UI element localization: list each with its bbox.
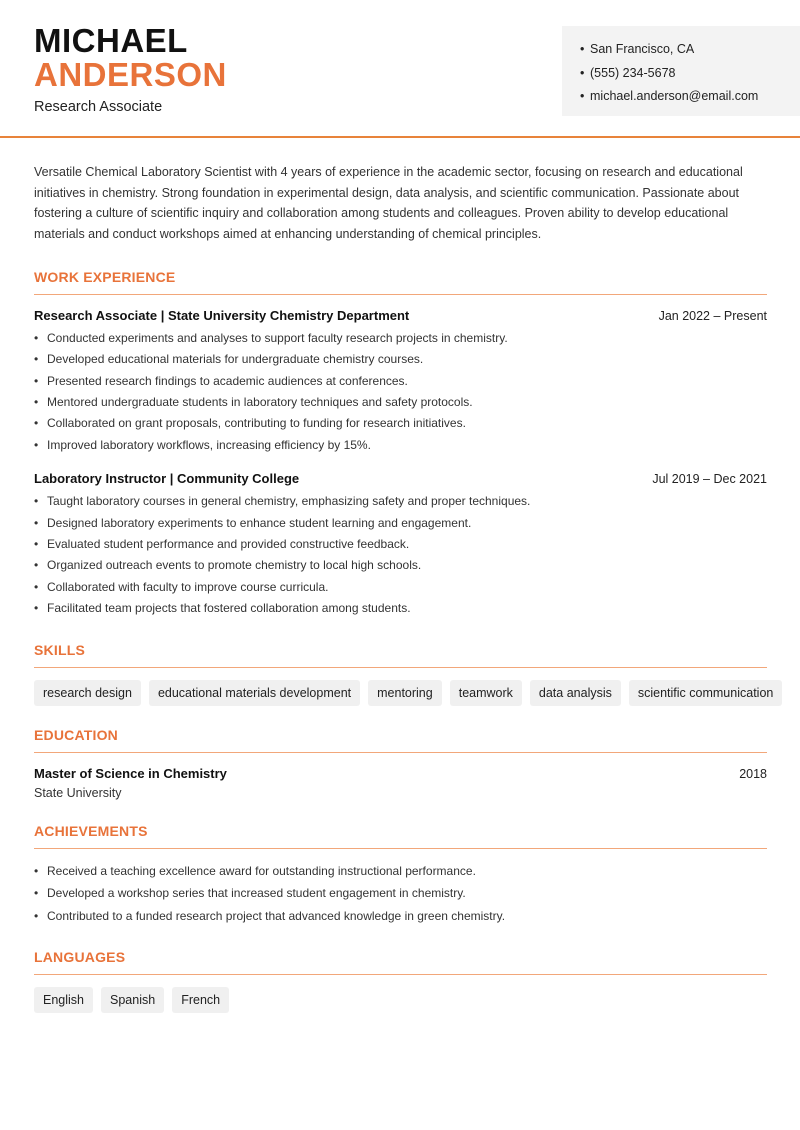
job-bullet: • Improved laboratory workflows, increasing efficiency by 15%. <box>34 435 767 456</box>
graduation-year: 2018 <box>739 766 767 781</box>
job-bullet: • Organized outreach events to promote chemistry to local high schools. <box>34 555 767 576</box>
job-heading: Laboratory Instructor | Community College <box>34 471 300 487</box>
degree-title: Master of Science in Chemistry <box>34 765 227 781</box>
job-bullet: • Facilitated team projects that fostered collaboration among students. <box>34 598 767 619</box>
contact-phone: • (555) 234-5678 <box>582 62 800 86</box>
section-title-languages: LANGUAGES <box>34 949 767 975</box>
summary-paragraph: Versatile Chemical Laboratory Scientist with 4 years of experience in the academic sector, focusing on research and educational initiatives in chemistry. Strong foundation in experimental design, data analysis, and scientific communication. Passionate about fostering a culture of scientific inquiry and collaboration among students and colleagues. Proven ability to develop educational materials and conduct workshops aimed at enhancing understanding of chemical principles. <box>34 165 743 242</box>
work-experience-section <box>34 269 767 620</box>
skill-chip: educational materials development <box>149 680 360 706</box>
job-date: Jan 2022 – Present <box>658 308 767 323</box>
skill-chip: teamwork <box>450 680 522 706</box>
resume-content <box>34 162 774 1013</box>
contact-box <box>562 26 800 116</box>
resume-header <box>0 0 800 138</box>
achievements-section <box>34 823 767 928</box>
section-title-skills: SKILLS <box>34 642 767 668</box>
skills-section <box>34 641 774 706</box>
job-bullet: • Developed educational materials for undergraduate chemistry courses. <box>34 349 767 370</box>
job-bullet: • Taught laboratory courses in general chemistry, emphasizing safety and proper techniques. <box>34 491 767 512</box>
first-name: MICHAEL <box>34 22 188 59</box>
skill-chip: scientific communication <box>629 680 782 706</box>
education-section <box>34 727 767 800</box>
job-bullet: • Collaborated on grant proposals, contributing to funding for research initiatives. <box>34 413 767 434</box>
education-entry <box>34 766 767 800</box>
contact-location: • San Francisco, CA <box>582 38 800 62</box>
job-bullet: • Conducted experiments and analyses to support faculty research projects in chemistry. <box>34 328 767 349</box>
school-name: State University <box>34 785 122 800</box>
job-entry <box>34 308 767 456</box>
job-heading: Research Associate | State University Chemistry Department <box>34 307 410 323</box>
achievement-item: • Contributed to a funded research project that advanced knowledge in green chemistry. <box>34 905 767 928</box>
section-title-education: EDUCATION <box>34 727 767 753</box>
job-entry <box>34 471 767 619</box>
contact-email: • michael.anderson@email.com <box>582 85 800 109</box>
job-bullet: • Designed laboratory experiments to enhance student learning and engagement. <box>34 513 767 534</box>
skill-chip: mentoring <box>368 680 442 706</box>
achievement-item: • Developed a workshop series that increased student engagement in chemistry. <box>34 882 767 905</box>
job-bullet: • Mentored undergraduate students in laboratory techniques and safety protocols. <box>34 392 767 413</box>
language-chip: Spanish <box>101 987 164 1013</box>
achievement-item: • Received a teaching excellence award for outstanding instructional performance. <box>34 860 767 883</box>
language-chip: French <box>172 987 229 1013</box>
job-date: Jul 2019 – Dec 2021 <box>652 472 767 487</box>
section-title-achievements: ACHIEVEMENTS <box>34 823 767 849</box>
job-bullet: • Presented research findings to academic audiences at conferences. <box>34 371 767 392</box>
language-chip: English <box>34 987 93 1013</box>
skill-chip: data analysis <box>530 680 621 706</box>
last-name: ANDERSON <box>34 56 227 93</box>
job-bullet: • Collaborated with faculty to improve course curricula. <box>34 577 767 598</box>
candidate-name <box>34 24 227 92</box>
languages-section <box>34 949 767 1013</box>
section-title-work: WORK EXPERIENCE <box>34 269 767 295</box>
skill-chip: research design <box>34 680 141 706</box>
job-role: Research Associate <box>34 99 163 115</box>
job-bullet: • Evaluated student performance and provided constructive feedback. <box>34 534 767 555</box>
